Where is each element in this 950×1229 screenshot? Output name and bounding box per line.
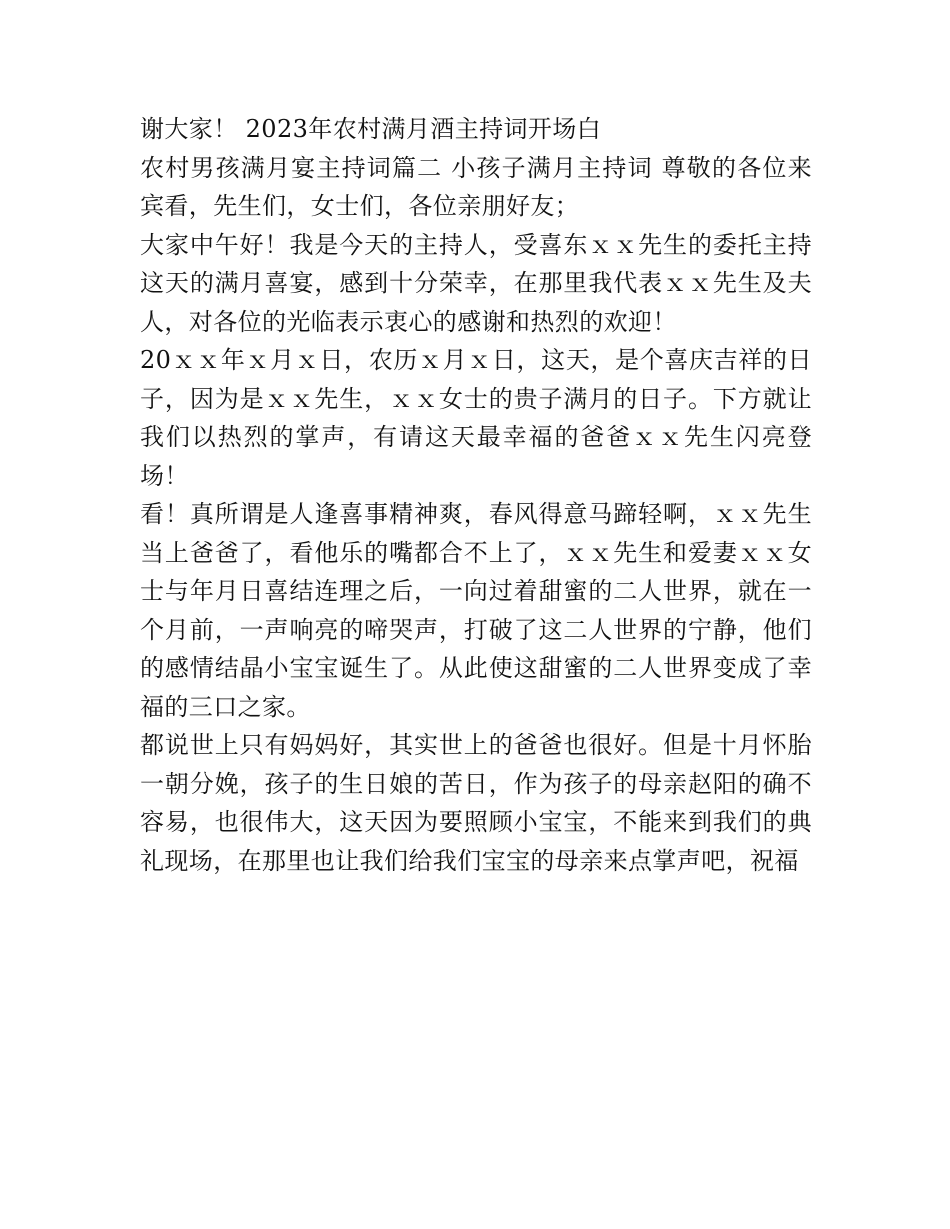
paragraph-greeting: 农村男孩满月宴主持词篇二 小孩子满月主持词 尊敬的各位来宾看，先生们，女士们，各位亲朋好友；: [140, 153, 812, 220]
document-body: [140, 110, 812, 880]
paragraph-date-announcement: 20ｘｘ年ｘ月ｘ日，农历ｘ月ｘ日，这天，是个喜庆吉祥的日子，因为是ｘｘ先生，ｘｘ女士的贵子满月的日子。下方就让我们以热烈的掌声，有请这天最幸福的爸爸ｘｘ先生闪亮登场！: [140, 346, 812, 490]
paragraph-father-story: 看！真所谓是人逢喜事精神爽，春风得意马蹄轻啊，ｘｘ先生当上爸爸了，看他乐的嘴都合不上了，ｘｘ先生和爱妻ｘｘ女士与年月日喜结连理之后，一向过着甜蜜的二人世界，就在一个月前，一声响亮的啼哭声，打破了这二人世界的宁静，他们的感情结晶小宝宝诞生了。从此使这甜蜜的二人世界变成了幸福的三口之家。: [140, 500, 812, 721]
paragraph-mother-tribute: 都说世上只有妈妈好，其实世上的爸爸也很好。但是十月怀胎一朝分娩，孩子的生日娘的苦日，作为孩子的母亲赵阳的确不容易，也很伟大，这天因为要照顾小宝宝，不能来到我们的典礼现场，在那里也让我们给我们宝宝的母亲来点掌声吧，祝福: [140, 731, 812, 875]
paragraph-title-line: 谢大家！ 2023年农村满月酒主持词开场白: [140, 115, 602, 143]
paragraph-host-intro: 大家中午好！我是今天的主持人，受喜东ｘｘ先生的委托主持这天的满月喜宴，感到十分荣幸，在那里我代表ｘｘ先生及夫人，对各位的光临表示衷心的感谢和热烈的欢迎！: [140, 230, 812, 336]
